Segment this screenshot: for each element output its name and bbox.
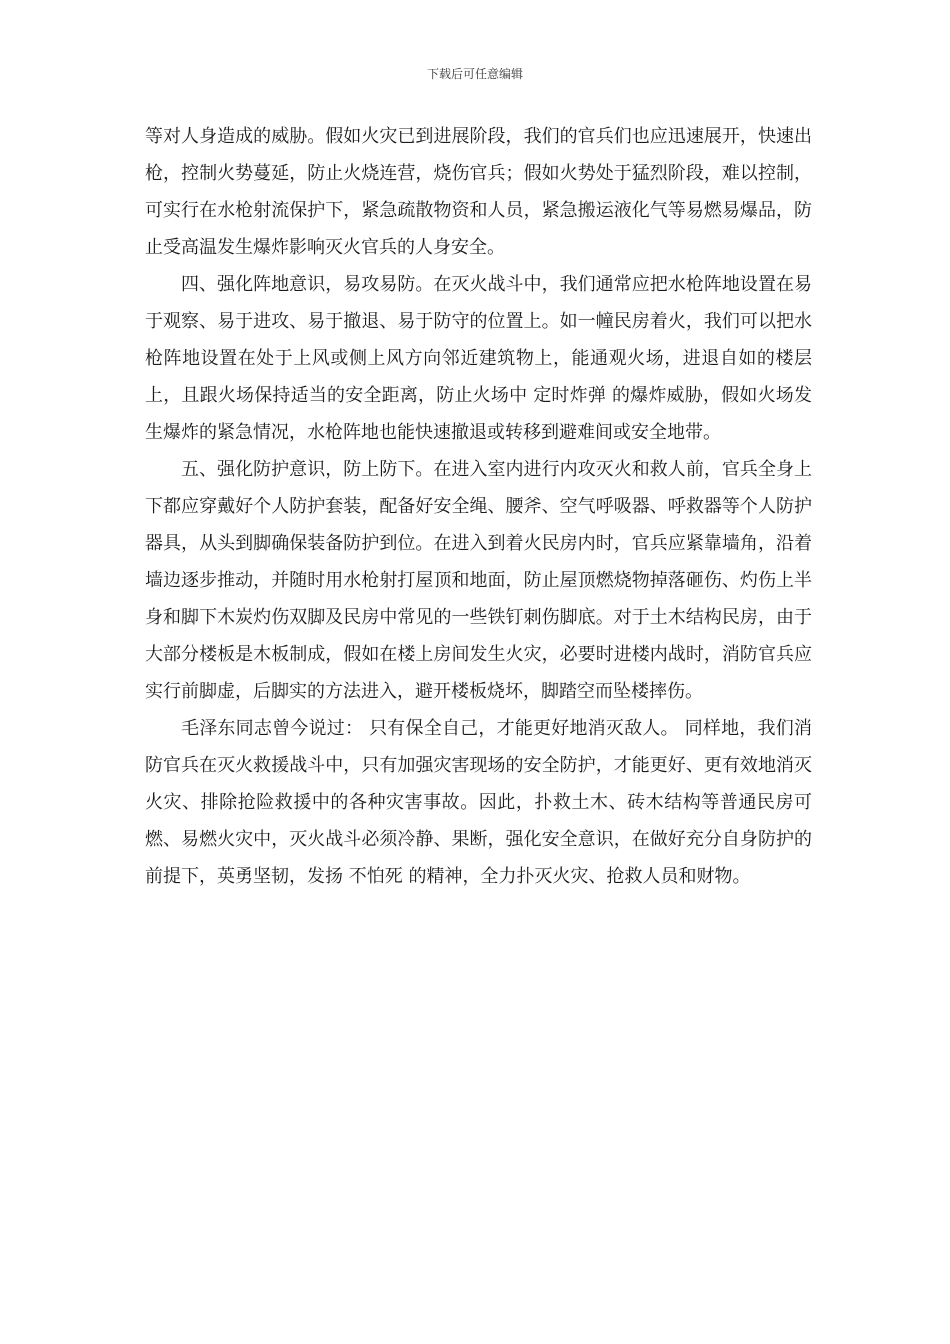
document-body	[145, 118, 812, 895]
page-header: 下载后可任意编辑	[426, 67, 523, 81]
paragraph-conclusion: 毛泽东同志曾今说过： 只有保全自己，才能更好地消灭敌人。 同样地，我们消防官兵在灭火救援战斗中，只有加强灾害现场的安全防护，才能更好、更有效地消灭火灾、排除抢险救援中的各种灾害事故。因此，扑救土木、砖木结构等普通民房可燃、易燃火灾中，灭火战斗必须冷静、果断，强化安全意识，在做好充分自身防护的前提下，英勇坚韧，发扬 不怕死 的精神，全力扑灭火灾、抢救人员和财物。	[145, 718, 812, 887]
paragraph-section-four: 四、强化阵地意识，易攻易防。在灭火战斗中，我们通常应把水枪阵地设置在易于观察、易于进攻、易于撤退、易于防守的位置上。如一幢民房着火，我们可以把水枪阵地设置在处于上风或侧上风方向邻近建筑物上，能通观火场，进退自如的楼层上，且跟火场保持适当的安全距离，防止火场中 定时炸弹 的爆炸威胁，假如火场发生爆炸的紧急情况，水枪阵地也能快速撤退或转移到避难间或安全地带。	[145, 274, 812, 443]
paragraph-continuation: 等对人身造成的威胁。假如火灾已到进展阶段，我们的官兵们也应迅速展开，快速出枪，控制火势蔓延，防止火烧连营，烧伤官兵；假如火势处于猛烈阶段，难以控制，可实行在水枪射流保护下，紧急疏散物资和人员，紧急搬运液化气等易燃易爆品，防止受高温发生爆炸影响灭火官兵的人身安全。	[145, 126, 812, 258]
paragraph-section-five: 五、强化防护意识，防上防下。在进入室内进行内攻灭火和救人前，官兵全身上下都应穿戴好个人防护套装，配备好安全绳、腰斧、空气呼吸器、呼救器等个人防护器具，从头到脚确保装备防护到位。在进入到着火民房内时，官兵应紧靠墙角，沿着墙边逐步推动，并随时用水枪射打屋顶和地面，防止屋顶燃烧物掉落砸伤、灼伤上半身和脚下木炭灼伤双脚及民房中常见的一些铁钉刺伤脚底。对于土木结构民房，由于大部分楼板是木板制成，假如在楼上房间发生火灾，必要时进楼内战时，消防官兵应实行前脚虚，后脚实的方法进入，避开楼板烧坏，脚踏空而坠楼摔伤。	[145, 459, 812, 702]
